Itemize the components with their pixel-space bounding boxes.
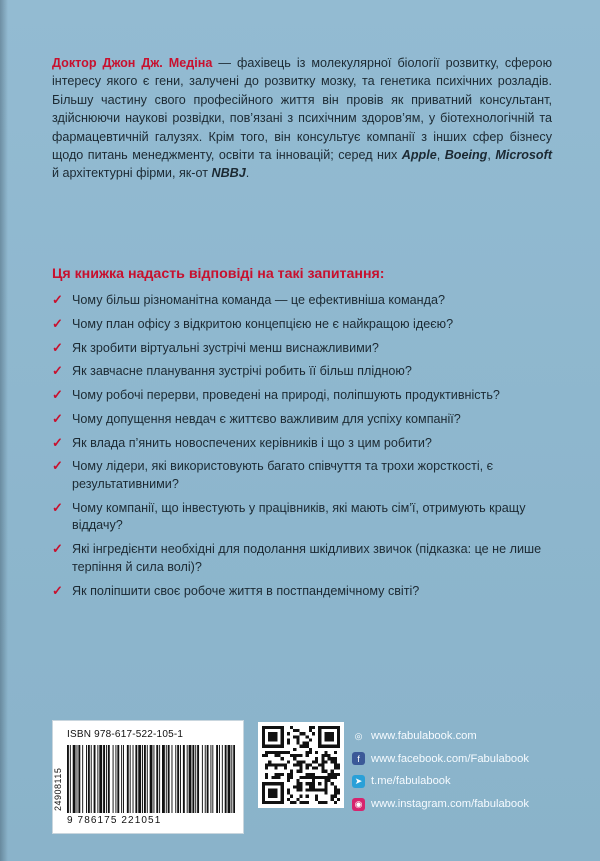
social-link[interactable] (352, 794, 529, 814)
question-item (50, 316, 550, 334)
question-item (50, 583, 550, 601)
checkmark-icon: ✓ (52, 315, 63, 331)
question-item (50, 541, 550, 576)
question-text: Як влада п’янить новоспечених керівників і що з цим робити? (72, 435, 432, 450)
author-name: Доктор Джон Дж. Медіна (52, 56, 213, 70)
social-link-text: www.fabulabook.com (371, 730, 477, 742)
company-apple: Apple (401, 148, 437, 163)
author-bio (52, 54, 552, 183)
checkmark-icon: ✓ (52, 582, 63, 598)
question-item (50, 435, 550, 453)
questions-heading: Ця книжка надасть відповіді на такі запитання: (52, 266, 385, 282)
social-link-text: www.instagram.com/fabulabook (371, 798, 529, 811)
checkmark-icon: ✓ (52, 499, 63, 515)
question-item (50, 340, 550, 358)
question-text: Як завчасне планування зустрічі робить її більш плідною? (72, 364, 412, 379)
barcode-bars (67, 745, 235, 813)
bio-separator: , (487, 148, 496, 163)
checkmark-icon: ✓ (52, 387, 63, 403)
checkmark-icon: ✓ (52, 339, 63, 355)
company-nbbj: NBBJ (211, 166, 246, 181)
question-text: Які інгредієнти необхідні для подолання шкідливих звичок (підказка: це не лише терпіння й сила волі)? (72, 542, 542, 574)
checkmark-icon: ✓ (52, 363, 63, 379)
checkmark-icon: ✓ (52, 292, 63, 307)
instagram-icon: ◉ (352, 798, 365, 811)
question-text: Чому допущення невдач є життєво важливим для успіху компанії? (72, 411, 461, 426)
qr-code-image (262, 726, 340, 804)
checkmark-icon: ✓ (52, 410, 63, 426)
checkmark-icon: ✓ (52, 458, 63, 474)
bio-text-2: й архітектурні фірми, як-от (52, 166, 212, 181)
social-link-text: t.me/fabulabook (371, 775, 451, 788)
barcode-side-digits: 24908115 (53, 767, 63, 811)
qr-code (258, 722, 344, 808)
social-link[interactable] (352, 726, 529, 746)
question-item (50, 500, 550, 535)
checkmark-icon: ✓ (52, 541, 63, 557)
question-text: Чому план офісу з відкритою концепцією не є найкращою ідеєю? (72, 316, 454, 331)
question-text: Чому більш різноманітна команда — це ефективніша команда? (72, 293, 445, 307)
question-item (50, 411, 550, 429)
company-microsoft: Microsoft (495, 148, 553, 163)
social-link[interactable] (352, 749, 529, 769)
question-text: Чому робочі перерви, проведені на природі, поліпшують продуктивність? (72, 388, 500, 403)
company-boeing: Boeing (444, 148, 488, 163)
spine-shadow (0, 0, 8, 861)
question-text: Чому компанії, що інвестують у працівників, які мають сім’ї, отримують кращу віддачу? (72, 500, 526, 533)
question-item (50, 363, 550, 381)
social-links (352, 726, 529, 817)
question-item (50, 458, 550, 493)
question-item (50, 292, 550, 310)
social-link-text: www.facebook.com/Fabulabook (371, 752, 529, 765)
question-text: Як поліпшити своє робоче життя в постпандемічному світі? (72, 583, 420, 598)
checkmark-icon: ✓ (52, 434, 63, 450)
barcode-digits: 9 786175 221051 (67, 815, 162, 826)
bio-text-1: — фахівець із молекулярної біології розвитку, сферою інтересу якого є гени, залучені до розвитку мозку, та генетика психічних розладів. Більшу частину свого професійного життя він провів як приватний консультант, здійснюючи наукові розвідки, пов’язані з психічним здоров’ям, у біотехнологічній та фармацевтичній галузях. Крім того, він консультує компанії з інших сфер бізнесу щодо питань менеджменту, освіти та інновацій; серед них (52, 56, 553, 163)
bio-separator: , (436, 148, 445, 163)
question-text: Як зробити віртуальні зустрічі менш виснажливими? (72, 340, 379, 355)
globe-icon: ◎ (354, 730, 363, 741)
questions-list (50, 292, 550, 606)
isbn-barcode (52, 720, 244, 834)
bio-end: . (245, 166, 250, 181)
isbn-label: ISBN 978-617-522-105-1 (67, 729, 184, 740)
question-item (50, 387, 550, 405)
telegram-icon: ➤ (352, 775, 365, 788)
question-text: Чому лідери, які використовують багато співчуття та трохи жорсткості, є результативними? (72, 459, 494, 492)
facebook-icon: f (352, 752, 365, 765)
social-link[interactable] (352, 771, 529, 791)
